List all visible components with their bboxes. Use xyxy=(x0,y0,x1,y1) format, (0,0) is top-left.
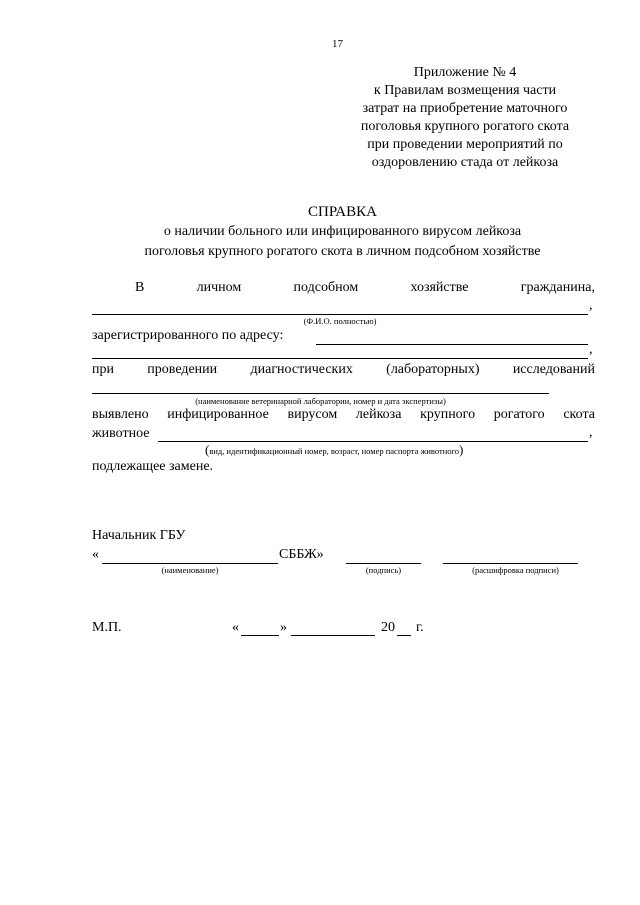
word: исследований xyxy=(512,362,595,377)
word: личном xyxy=(196,280,242,295)
replacement-text: подлежащее замене. xyxy=(92,459,214,474)
org-suffix: СББЖ» xyxy=(279,547,324,562)
appendix-line: поголовья крупного рогатого скота xyxy=(360,119,570,134)
paren-close: ) xyxy=(459,442,464,457)
org-name-line[interactable] xyxy=(102,563,278,564)
address-input-line[interactable] xyxy=(316,344,588,345)
month-line[interactable] xyxy=(291,635,375,636)
page-number: 17 xyxy=(332,38,343,50)
paren-open: ( xyxy=(205,442,210,457)
household-line xyxy=(135,280,595,296)
document-title xyxy=(90,202,595,262)
lab-caption: (наименование ветеринарной лаборатории, номер и дата экспертизы) xyxy=(195,396,446,406)
word: скота xyxy=(563,407,595,422)
fio-input-line[interactable] xyxy=(92,314,588,315)
appendix-line: при проведении мероприятий по xyxy=(367,137,563,152)
word: В xyxy=(135,280,145,295)
name-caption: (наименование) xyxy=(161,565,219,575)
word: проведении xyxy=(147,362,218,377)
word: подсобном xyxy=(293,280,359,295)
sign-caption: (подпись) xyxy=(365,565,402,575)
title-line-1: о наличии больного или инфицированного вирусом лейкоза xyxy=(163,224,522,239)
word: лейкоза xyxy=(355,407,402,422)
decode-line[interactable] xyxy=(443,563,578,564)
comma: , xyxy=(589,425,593,440)
fio-caption: (Ф.И.О. полностью) xyxy=(303,316,377,326)
date-quote-close: » xyxy=(280,620,287,635)
head-label: Начальник ГБУ xyxy=(92,528,186,543)
year-prefix: 20 xyxy=(381,620,395,635)
appendix-block xyxy=(330,64,600,172)
address-input-line-2[interactable] xyxy=(92,358,588,359)
decode-caption: (расшифровка подписи) xyxy=(472,565,559,575)
animal-caption-text: вид, идентификационный номер, возраст, номер паспорта животного xyxy=(209,446,460,456)
diagnostics-line xyxy=(92,362,595,378)
mp-label: М.П. xyxy=(92,620,122,635)
word: вирусом xyxy=(287,407,338,422)
comma: , xyxy=(589,342,593,357)
day-line[interactable] xyxy=(241,635,279,636)
word: гражданина, xyxy=(520,280,595,295)
lab-input-line[interactable] xyxy=(92,393,549,394)
animal-caption xyxy=(205,442,463,458)
quote-open: « xyxy=(92,547,99,562)
word: крупного xyxy=(420,407,476,422)
word: хозяйстве xyxy=(410,280,469,295)
address-label: зарегистрированного по адресу: xyxy=(92,328,284,343)
appendix-line: затрат на приобретение маточного xyxy=(362,101,568,116)
word: рогатого xyxy=(493,407,545,422)
appendix-line: к Правилам возмещения части xyxy=(373,83,557,98)
word: диагностических xyxy=(250,362,353,377)
title-line-2: поголовья крупного рогатого скота в личном подсобном хозяйстве xyxy=(144,244,541,259)
animal-label: животное xyxy=(92,426,150,441)
date-quote-open: « xyxy=(232,620,239,635)
word: (лабораторных) xyxy=(386,362,480,377)
word: инфицированное xyxy=(167,407,269,422)
word: выявлено xyxy=(92,407,149,422)
appendix-line: оздоровлению стада от лейкоза xyxy=(371,155,559,170)
word: при xyxy=(92,362,114,377)
appendix-line: Приложение № 4 xyxy=(413,65,517,80)
title-heading: СПРАВКА xyxy=(308,204,377,220)
comma: , xyxy=(589,298,593,313)
year-suffix: г. xyxy=(416,620,424,635)
signature-line[interactable] xyxy=(346,563,421,564)
year-line[interactable] xyxy=(397,635,411,636)
infected-line xyxy=(92,407,595,423)
